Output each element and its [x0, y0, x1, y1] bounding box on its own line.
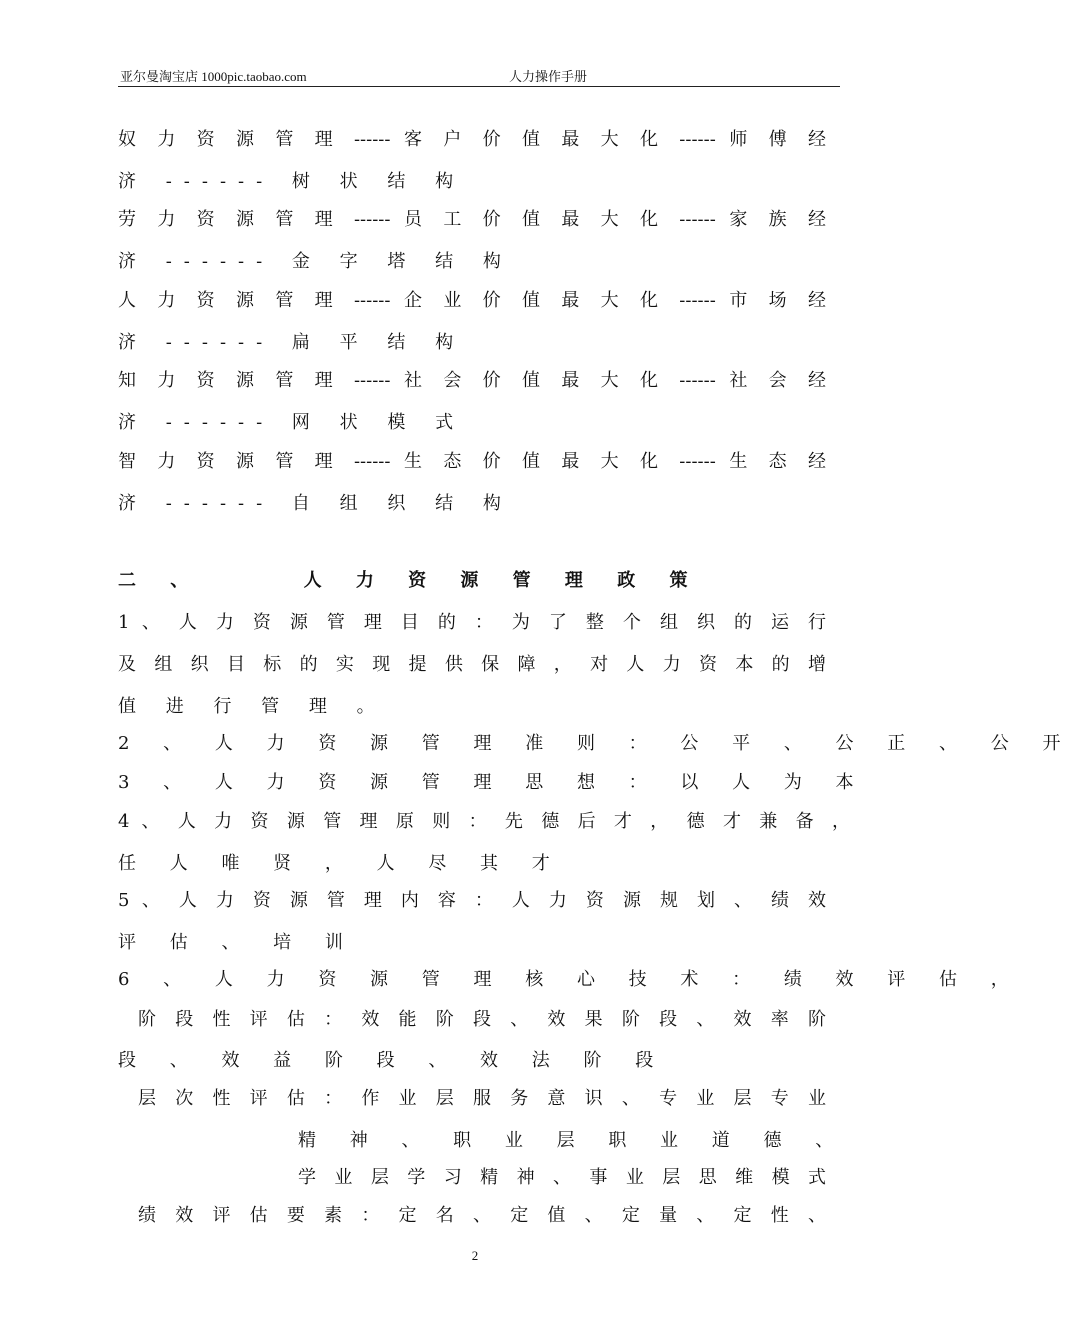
text-line: 精 神 、 职 业 层 职 业 道 德 、 [298, 1130, 848, 1151]
section-heading: 二 、 人 力 资 源 管 理 政 策 [118, 570, 702, 591]
text-line: 6 、 人 力 资 源 管 理 核 心 技 术 ： 绩 效 评 估 ， [118, 969, 1023, 990]
text-line: 济 ------ 扁 平 结 构 [118, 332, 466, 353]
text-line: 济 ------ 自 组 织 结 构 [118, 493, 513, 514]
text-line: 智 力 资 源 管 理 ------ 生 态 价 值 最 大 化 ------ 生 态 经 [118, 451, 826, 472]
text-line: 知 力 资 源 管 理 ------ 社 会 价 值 最 大 化 ------ 社 会 经 [118, 370, 826, 391]
text-line: 4 、 人 力 资 源 管 理 原 则 ： 先 德 后 才 ， 德 才 兼 备 ， [118, 811, 850, 832]
text-line: 任 人 唯 贤 ， 人 尽 其 才 [118, 853, 564, 874]
text-line: 值 进 行 管 理 。 [118, 696, 387, 717]
text-line: 济 ------ 网 状 模 式 [118, 412, 466, 433]
text-line: 层 次 性 评 估 ： 作 业 层 服 务 意 识 、 专 业 层 专 业 [138, 1088, 826, 1109]
text-line: 济 ------ 金 字 塔 结 构 [118, 251, 513, 272]
header-shop-name: 亚尔曼淘宝店 1000pic.taobao.com [120, 69, 307, 84]
header-doc-title: 人力操作手册 [509, 69, 588, 84]
text-line: 2 、 人 力 资 源 管 理 准 则 ： 公 平 、 公 正 、 公 开 [118, 733, 1074, 754]
text-line: 3 、 人 力 资 源 管 理 思 想 ： 以 人 为 本 [118, 772, 868, 793]
text-line: 劳 力 资 源 管 理 ------ 员 工 价 值 最 大 化 ------ 家 族 经 [118, 209, 826, 230]
page-header [118, 64, 840, 87]
text-line: 段 、 效 益 阶 段 、 效 法 阶 段 [118, 1050, 668, 1071]
text-line: 人 力 资 源 管 理 ------ 企 业 价 值 最 大 化 ------ 市 场 经 [118, 290, 826, 311]
page-number: 2 [471, 1248, 479, 1263]
text-line: 阶 段 性 评 估 ： 效 能 阶 段 、 效 果 阶 段 、 效 率 阶 [138, 1009, 826, 1030]
text-line: 及 组 织 目 标 的 实 现 提 供 保 障 ， 对 人 力 资 本 的 增 [118, 654, 826, 675]
text-line: 5 、 人 力 资 源 管 理 内 容 ： 人 力 资 源 规 划 、 绩 效 [118, 890, 826, 911]
text-line: 奴 力 资 源 管 理 ------ 客 户 价 值 最 大 化 ------ 师 傅 经 [118, 129, 826, 150]
text-line: 评 估 、 培 训 [118, 932, 357, 953]
text-line: 1 、 人 力 资 源 管 理 目 的 ： 为 了 整 个 组 织 的 运 行 [118, 612, 826, 633]
text-line: 绩 效 评 估 要 素 ： 定 名 、 定 值 、 定 量 、 定 性 、 [138, 1205, 826, 1226]
text-line: 学 业 层 学 习 精 神 、 事 业 层 思 维 模 式 [298, 1167, 826, 1188]
text-line: 济 ------ 树 状 结 构 [118, 171, 466, 192]
